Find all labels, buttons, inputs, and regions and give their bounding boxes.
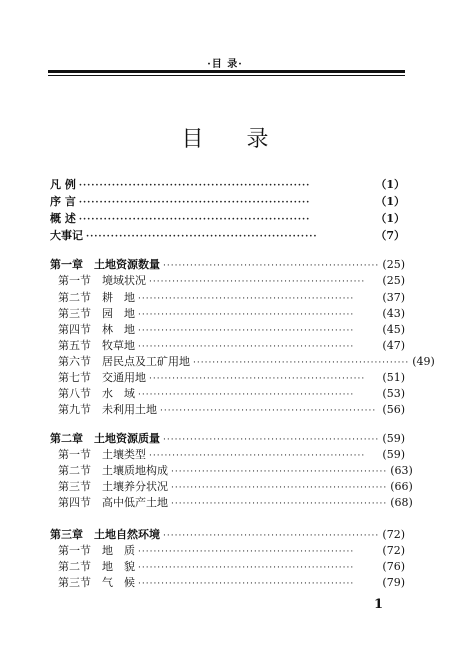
leader-dots: ························································	[163, 435, 380, 445]
toc-section-label: 第七节 交通用地	[58, 371, 146, 384]
leader-dots: ························································	[138, 563, 355, 573]
page-number: 1	[374, 597, 384, 612]
leader-dots: ························································	[193, 358, 410, 368]
toc-section-label: 第五节 牧草地	[58, 339, 135, 352]
toc-section[interactable]	[58, 355, 435, 369]
toc-section[interactable]	[58, 403, 405, 417]
toc-entry-page: (72)	[382, 528, 405, 541]
toc-section-label: 第三节 气 候	[58, 576, 135, 589]
toc-section[interactable]	[58, 371, 405, 385]
leader-dots: ························································	[78, 215, 311, 225]
toc-entry-page: （1）	[375, 212, 405, 225]
toc-section-label: 第八节 水 域	[58, 387, 135, 400]
toc-section[interactable]	[58, 544, 405, 558]
toc-chapter-label: 第三章 土地自然环境	[50, 528, 160, 541]
toc-entry-page: (25)	[382, 258, 405, 271]
leader-dots: ························································	[163, 261, 380, 271]
toc-section[interactable]	[58, 274, 405, 288]
header-rule-thick	[48, 70, 405, 73]
toc-section[interactable]	[58, 480, 413, 494]
leader-dots: ························································	[78, 198, 311, 208]
toc-entry-page: (53)	[382, 387, 405, 400]
toc-chapter-label: 第二章 土地资源质量	[50, 432, 160, 445]
toc-section-label: 第一节 境域状况	[58, 274, 146, 287]
toc-section[interactable]	[58, 560, 405, 574]
header-rule-thin	[48, 75, 405, 76]
leader-dots: ························································	[171, 467, 388, 477]
page-title: 目 录	[181, 127, 287, 152]
toc-section-label: 第三节 园 地	[58, 307, 135, 320]
toc-entry-page: (51)	[382, 371, 405, 384]
toc-entry-page: (25)	[382, 274, 405, 287]
toc-section[interactable]	[58, 496, 413, 510]
leader-dots: ························································	[138, 547, 355, 557]
toc-entry-page: (63)	[390, 464, 413, 477]
toc-section[interactable]	[58, 464, 413, 478]
leader-dots: ························································	[160, 406, 377, 416]
leader-dots: ························································	[149, 277, 366, 287]
leader-dots: ························································	[171, 483, 388, 493]
toc-entry-fanli[interactable]	[50, 178, 405, 192]
toc-entry-xuyan[interactable]	[50, 195, 405, 209]
toc-section-label: 第四节 林 地	[58, 323, 135, 336]
leader-dots: ························································	[86, 232, 318, 242]
leader-dots: ························································	[78, 181, 311, 191]
toc-chapter-2[interactable]	[50, 432, 405, 446]
toc-section[interactable]	[58, 387, 405, 401]
toc-section-label: 第二节 耕 地	[58, 291, 135, 304]
toc-entry-page: （1）	[375, 178, 405, 191]
leader-dots: ························································	[163, 531, 380, 541]
toc-entry-page: （1）	[375, 195, 405, 208]
toc-entry-page: (59)	[382, 432, 405, 445]
leader-dots: ························································	[171, 499, 388, 509]
toc-section-label: 第六节 居民点及工矿用地	[58, 355, 190, 368]
toc-entry-page: (49)	[412, 355, 435, 368]
toc-section[interactable]	[58, 307, 405, 321]
toc-entry-page: (47)	[382, 339, 405, 352]
toc-entry-page: （7）	[375, 229, 405, 242]
toc-section-label: 第二节 土壤质地构成	[58, 464, 168, 477]
leader-dots: ························································	[138, 342, 355, 352]
leader-dots: ························································	[149, 451, 366, 461]
toc-entry-label: 概 述	[50, 212, 76, 225]
toc-entry-page: (66)	[390, 480, 413, 493]
toc-section[interactable]	[58, 323, 405, 337]
leader-dots: ························································	[138, 579, 355, 589]
toc-section-label: 第三节 土壤养分状况	[58, 480, 168, 493]
toc-entry-label: 凡 例	[50, 178, 76, 191]
toc-entry-page: (76)	[382, 560, 405, 573]
toc-entry-dashiji[interactable]	[50, 229, 405, 243]
toc-section-label: 第一节 地 质	[58, 544, 135, 557]
toc-entry-page: (45)	[382, 323, 405, 336]
leader-dots: ························································	[138, 310, 355, 320]
toc-entry-label: 序 言	[50, 195, 76, 208]
toc-entry-page: (72)	[382, 544, 405, 557]
toc-section[interactable]	[58, 576, 405, 590]
leader-dots: ························································	[138, 326, 355, 336]
toc-section[interactable]	[58, 448, 405, 462]
toc-entry-page: (43)	[382, 307, 405, 320]
toc-section-label: 第九节 未利用土地	[58, 403, 157, 416]
toc-chapter-label: 第一章 土地资源数量	[50, 258, 160, 271]
toc-chapter-1[interactable]	[50, 258, 405, 272]
toc-entry-page: (37)	[382, 291, 405, 304]
toc-entry-gaishu[interactable]	[50, 212, 405, 226]
toc-entry-page: (59)	[382, 448, 405, 461]
toc-section[interactable]	[58, 339, 405, 353]
toc-section[interactable]	[58, 291, 405, 305]
toc-entry-page: (68)	[390, 496, 413, 509]
toc-entry-page: (79)	[382, 576, 405, 589]
toc-section-label: 第一节 土壤类型	[58, 448, 146, 461]
leader-dots: ························································	[138, 294, 355, 304]
toc-section-label: 第四节 高中低产土地	[58, 496, 168, 509]
toc-chapter-3[interactable]	[50, 528, 405, 542]
leader-dots: ························································	[138, 390, 355, 400]
leader-dots: ························································	[149, 374, 366, 384]
running-head: ·目 录·	[207, 59, 243, 70]
toc-entry-label: 大事记	[50, 229, 83, 242]
toc-section-label: 第二节 地 貌	[58, 560, 135, 573]
toc-entry-page: (56)	[382, 403, 405, 416]
